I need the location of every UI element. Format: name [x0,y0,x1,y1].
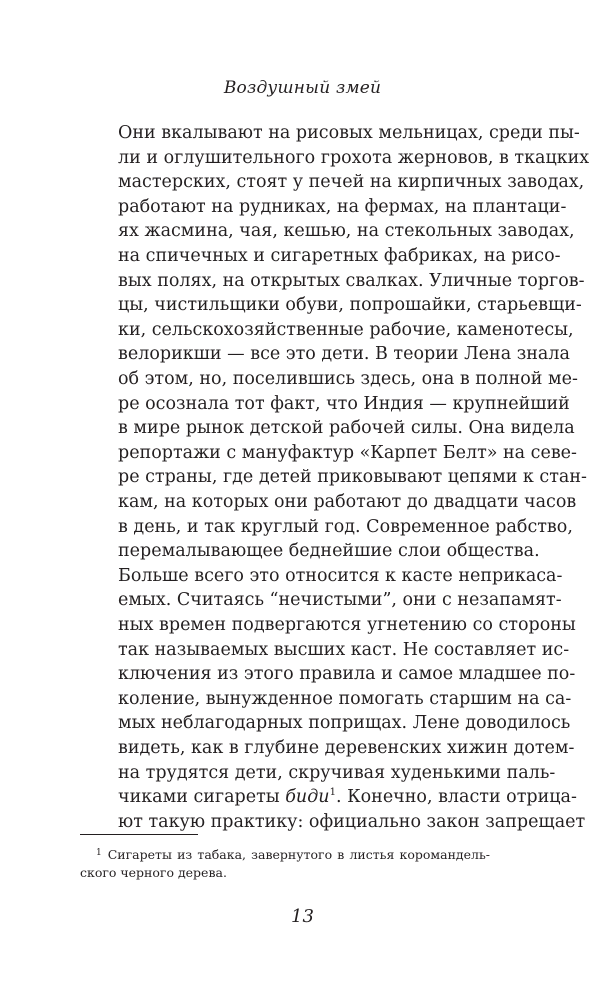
text-line: Больше всего это относится к касте неприкаса- [118,565,563,586]
footnote-divider [80,834,198,835]
footnote-mark: 1 [96,848,102,858]
text-line: ях жасмина, чая, кешью, на стекольных заводах, [118,221,575,242]
text-line: на спичечных и сигаретных фабриках, на рисо- [118,246,561,266]
text-line: видеть, как в глубине деревенских хижин дотем- [118,738,575,758]
text-line: в мире рынок детской рабочей силы. Она видела [118,418,575,439]
text-line: мых неблагодарных поприщах. Лене доводилось [118,713,571,734]
text-line-bidi [118,785,577,810]
text-line: так называемых высших каст. Не составляет ис- [118,639,570,660]
text-line: коление, вынужденное помогать старшим на са- [118,688,572,709]
footnote-line [80,844,490,863]
page-number: 13 [291,906,314,927]
text-line: в день, и так круглый год. Современное рабство, [118,516,573,537]
text-segment: чиками сигареты [118,787,286,808]
footnote-reference[interactable]: 1 [329,787,336,799]
text-line: емых. Считаясь “нечистыми”, они с незапамят- [118,590,562,611]
text-line: перемалывающее беднейшие слои общества. [118,541,540,562]
italic-word-bidi: биди [285,787,330,808]
text-line: ре осознала тот факт, что Индия — крупнейший [118,393,570,414]
text-line: вых полях, на открытых свалках. Уличные торгов- [118,270,585,291]
text-line: Они вкалывают на рисовых мельницах, среди пы- [118,123,580,143]
text-line: репортажи с мануфактур «Карпет Белт» на севе- [118,442,577,463]
text-line: ют такую практику: официально закон запрещает [118,811,586,832]
text-line: ки, сельскохозяйственные рабочие, каменотесы, [118,319,574,340]
footnote-line: ского черного дерева. [80,865,227,880]
footnote-text: Сигареты из табака, завернутого в листья коромандель- [107,847,490,862]
text-line: кам, на которых они работают до двадцати часов [118,492,577,512]
text-line: ре страны, где детей приковывают цепями к стан- [118,467,587,488]
text-segment: . Конечно, власти отрица- [335,787,577,808]
text-line: об этом, но, поселившись здесь, она в полной ме- [118,369,578,389]
footnote [80,844,490,882]
text-line: велорикши — все это дети. В теории Лена знала [118,344,570,365]
text-line: работают на рудниках, на фермах, на плантаци- [118,196,567,217]
running-head: Воздушный змей [223,78,382,98]
text-line: цы, чистильщики обуви, попрошайки, старьевщи- [118,295,582,316]
text-line: ли и оглушительного грохота жерновов, в ткацких [118,147,590,168]
text-line: мастерских, стоят у печей на кирпичных заводах, [118,172,585,193]
text-line: на трудятся дети, скручивая худенькими паль- [118,762,556,783]
text-line: ключения из этого правила и самое младшее по- [118,664,576,685]
text-line: ных времен подвергаются угнетению со стороны [118,615,576,635]
